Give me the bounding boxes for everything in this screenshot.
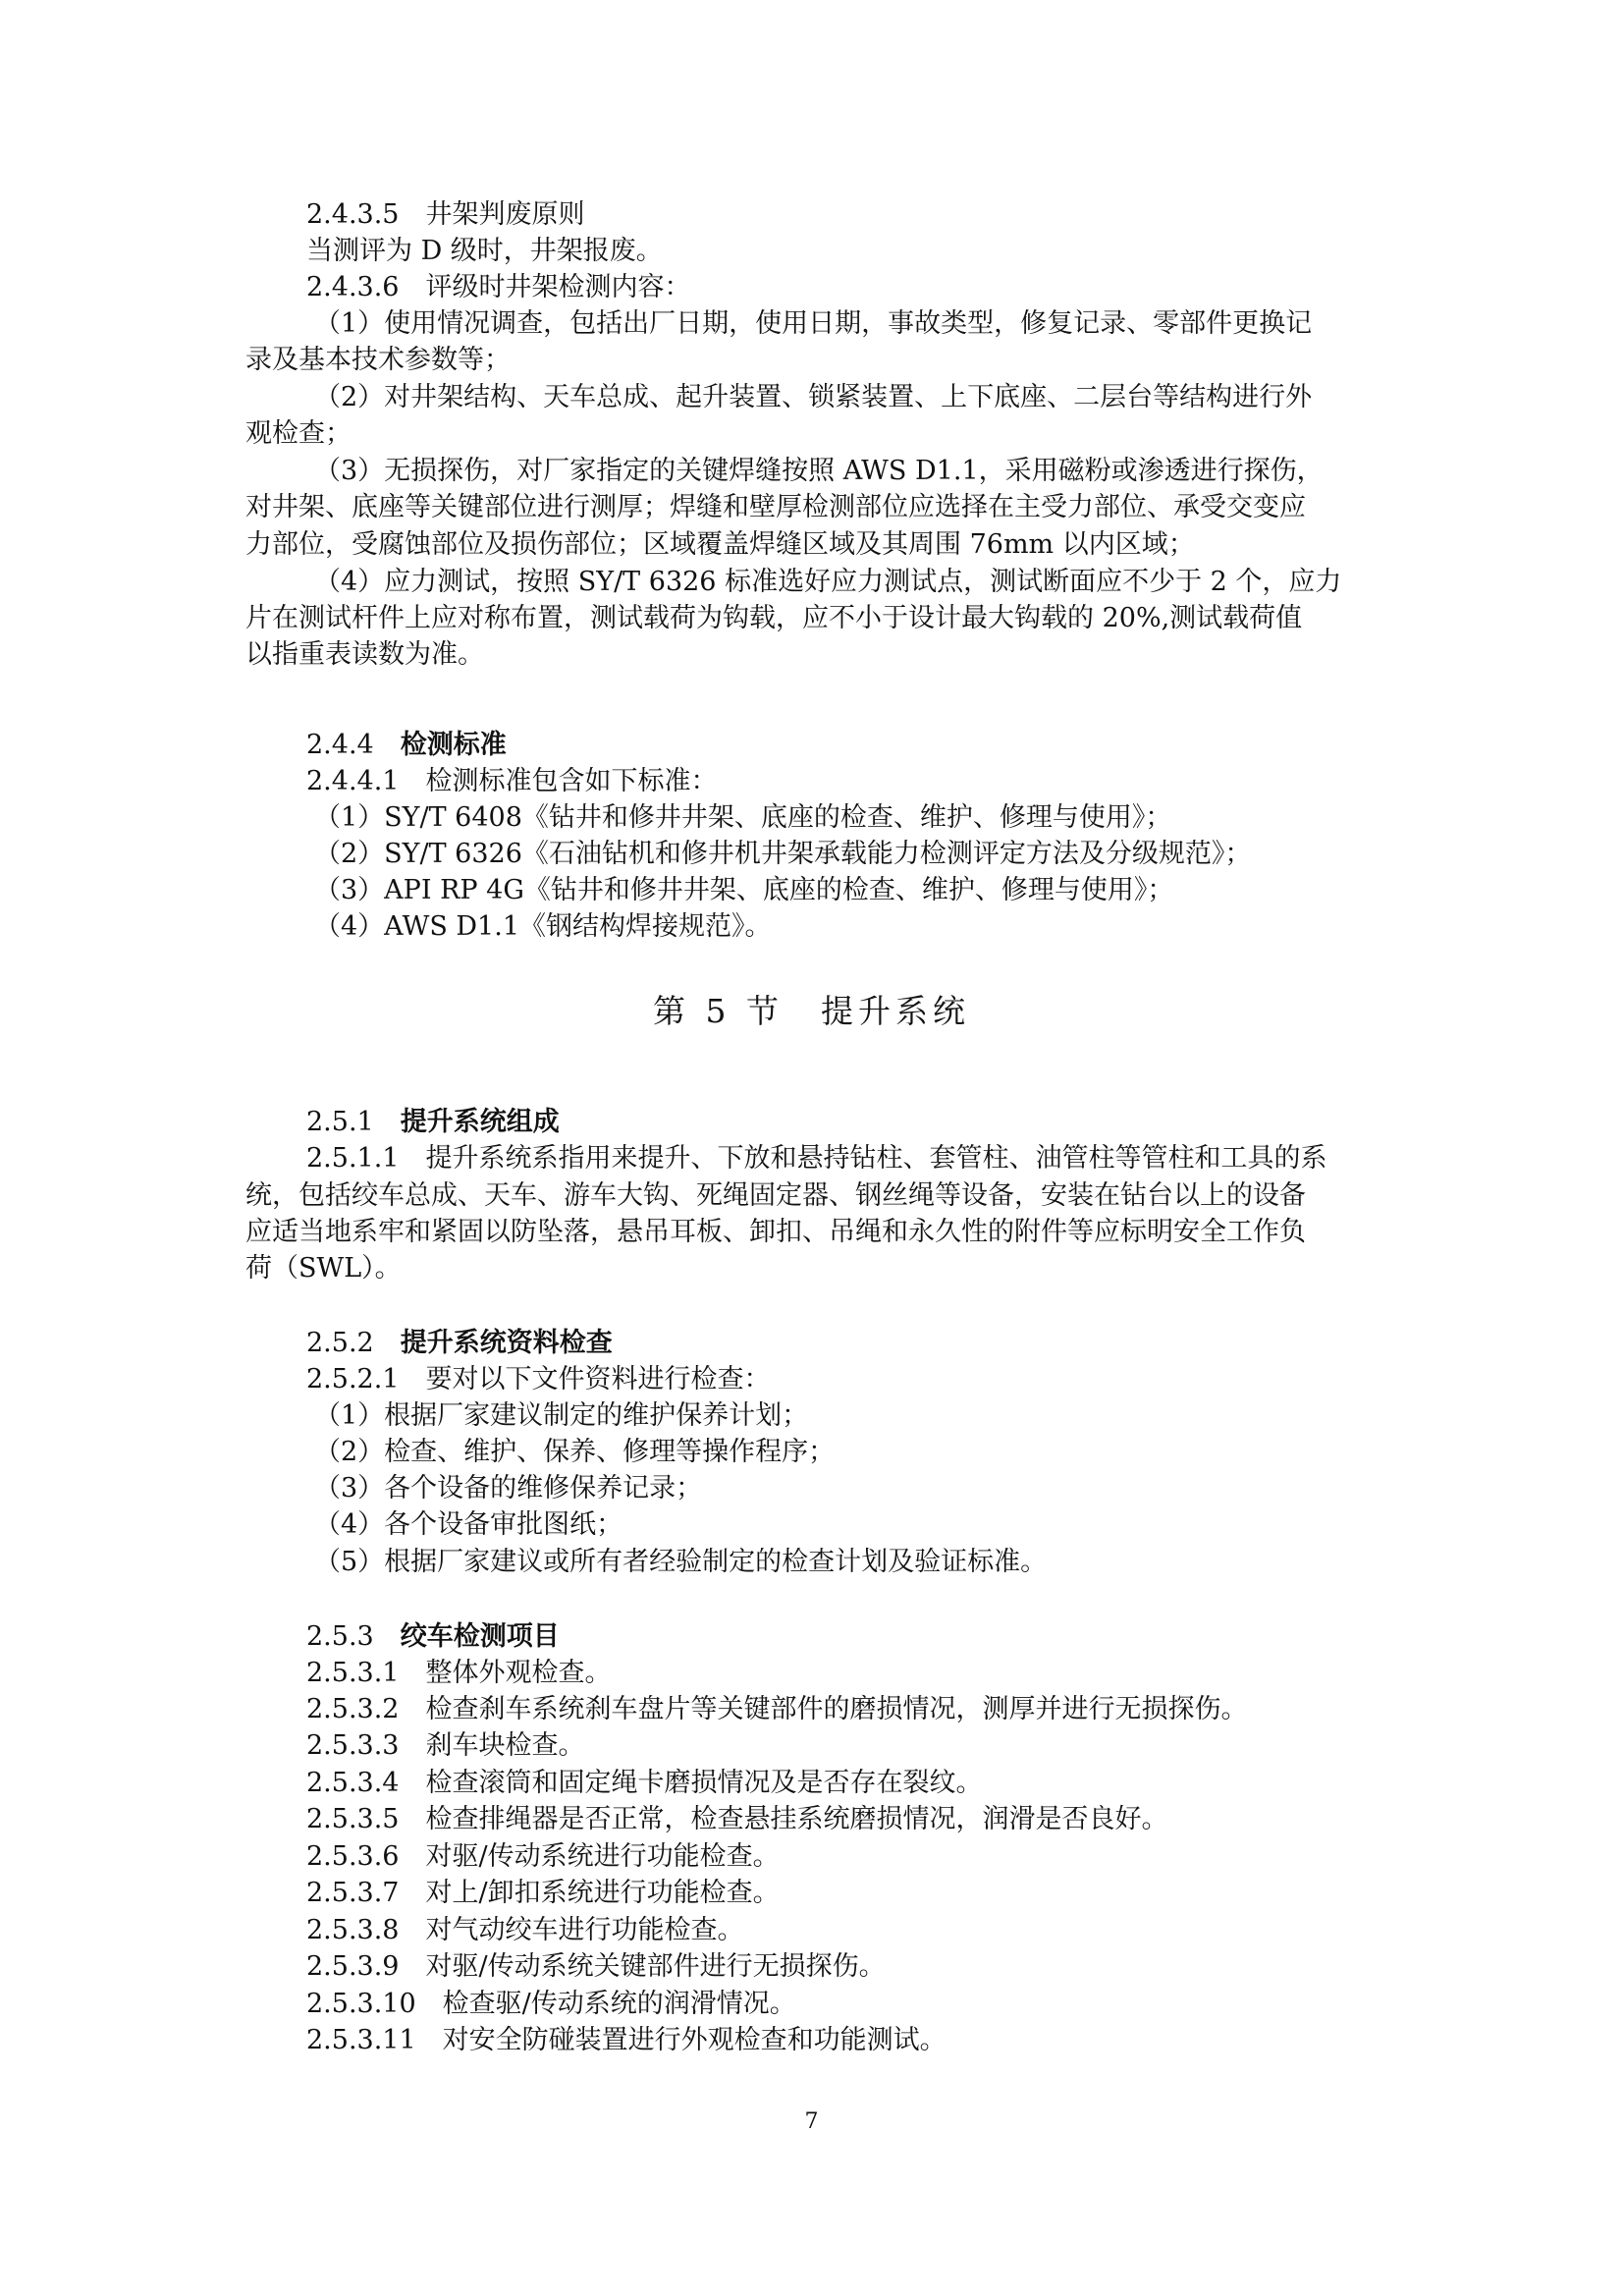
winch-item: 2.5.3.1 整体外观检查。 [306, 1658, 612, 1688]
paragraph-line: 应适当地系牢和紧固以防坠落，悬吊耳板、卸扣、吊绳和永久性的附件等应标明安全工作负 [245, 1217, 1306, 1247]
standard-item: （3）API RP 4G《钻井和修井井架、底座的检查、维护、修理与使用》； [314, 875, 1174, 905]
heading-2-4-4-1: 2.4.4.1 检测标准包含如下标准： [306, 766, 718, 796]
section-title: 第 5 节 提升系统 [653, 992, 970, 1030]
heading-2-5-1: 2.5.1 提升系统组成 [306, 1107, 560, 1137]
winch-item: 2.5.3.10 检查驱/传动系统的润滑情况。 [306, 1989, 796, 2019]
list-item-line: 力部位，受腐蚀部位及损伤部位；区域覆盖焊缝区域及其周围 76mm 以内区域； [245, 529, 1195, 560]
document-item: （1）根据厂家建议制定的维护保养计划； [314, 1400, 809, 1431]
winch-item: 2.5.3.9 对驱/传动系统关键部件进行无损探伤。 [306, 1951, 886, 1982]
heading-2-5-2: 2.5.2 提升系统资料检查 [306, 1328, 613, 1358]
paragraph: 当测评为 D 级时，井架报废。 [306, 236, 663, 266]
heading-2-4-4: 2.4.4 检测标准 [306, 730, 507, 760]
winch-item: 2.5.3.6 对驱/传动系统进行功能检查。 [306, 1841, 780, 1872]
list-item-line: （4）应力测试，按照 SY/T 6326 标准选好应力测试点，测试断面应不少于 2 个，应力 [314, 567, 1342, 597]
heading-2-4-3-6: 2.4.3.6 评级时井架检测内容： [306, 272, 691, 302]
list-item-line: 观检查； [245, 418, 352, 449]
list-item-line: 以指重表读数为准。 [245, 639, 484, 670]
winch-item: 2.5.3.4 检查滚筒和固定绳卡磨损情况及是否存在裂纹。 [306, 1768, 983, 1798]
list-item-line: 录及基本技术参数等； [245, 345, 511, 375]
heading-2-4-3-5: 2.4.3.5 井架判废原则 [306, 199, 585, 230]
document-item: （2）检查、维护、保养、修理等操作程序； [314, 1437, 836, 1467]
heading-2-5-3: 2.5.3 绞车检测项目 [306, 1621, 560, 1652]
standard-item: （4）AWS D1.1《钢结构焊接规范》。 [314, 911, 772, 942]
page-number: 7 [804, 2109, 819, 2134]
winch-item: 2.5.3.11 对安全防碰装置进行外观检查和功能测试。 [306, 2025, 947, 2055]
list-item-line: （3）无损探伤，对厂家指定的关键焊缝按照 AWS D1.1，采用磁粉或渗透进行探伤， [314, 456, 1324, 486]
winch-item: 2.5.3.7 对上/卸扣系统进行功能检查。 [306, 1878, 780, 1908]
paragraph-line: 荷（SWL）。 [245, 1253, 402, 1284]
winch-item: 2.5.3.8 对气动绞车进行功能检查。 [306, 1915, 744, 1945]
document-item: （3）各个设备的维修保养记录； [314, 1473, 703, 1503]
winch-item: 2.5.3.2 检查刹车系统刹车盘片等关键部件的磨损情况，测厚并进行无损探伤。 [306, 1694, 1248, 1724]
document-item: （4）各个设备审批图纸； [314, 1509, 623, 1540]
winch-item: 2.5.3.5 检查排绳器是否正常，检查悬挂系统磨损情况，润滑是否良好。 [306, 1804, 1168, 1834]
list-item-line: 对井架、底座等关键部位进行测厚；焊缝和壁厚检测部位应选择在主受力部位、承受交变应 [245, 492, 1306, 522]
document-item: （5）根据厂家建议或所有者经验制定的检查计划及验证标准。 [314, 1547, 1048, 1577]
standard-item: （1）SY/T 6408《钻井和修井井架、底座的检查、维护、修理与使用》； [314, 802, 1172, 833]
list-item-line: （2）对井架结构、天车总成、起升装置、锁紧装置、上下底座、二层台等结构进行外 [314, 382, 1313, 412]
standard-item: （2）SY/T 6326《石油钻机和修井机井架承载能力检测评定方法及分级规范》； [314, 839, 1252, 869]
list-item-line: （1）使用情况调查，包括出厂日期，使用日期，事故类型，修复记录、零部件更换记 [314, 308, 1313, 339]
list-item-line: 片在测试杆件上应对称布置，测试载荷为钩载，应不小于设计最大钩载的 20%,测试载荷值 [245, 603, 1303, 633]
winch-item: 2.5.3.3 刹车块检查。 [306, 1730, 585, 1761]
paragraph-line: 统，包括绞车总成、天车、游车大钩、死绳固定器、钢丝绳等设备，安装在钻台以上的设备 [245, 1180, 1306, 1211]
heading-2-5-2-1: 2.5.2.1 要对以下文件资料进行检查： [306, 1364, 771, 1394]
paragraph-line: 2.5.1.1 提升系统系指用来提升、下放和悬持钻柱、套管柱、油管柱等管柱和工具的系 [306, 1143, 1327, 1174]
